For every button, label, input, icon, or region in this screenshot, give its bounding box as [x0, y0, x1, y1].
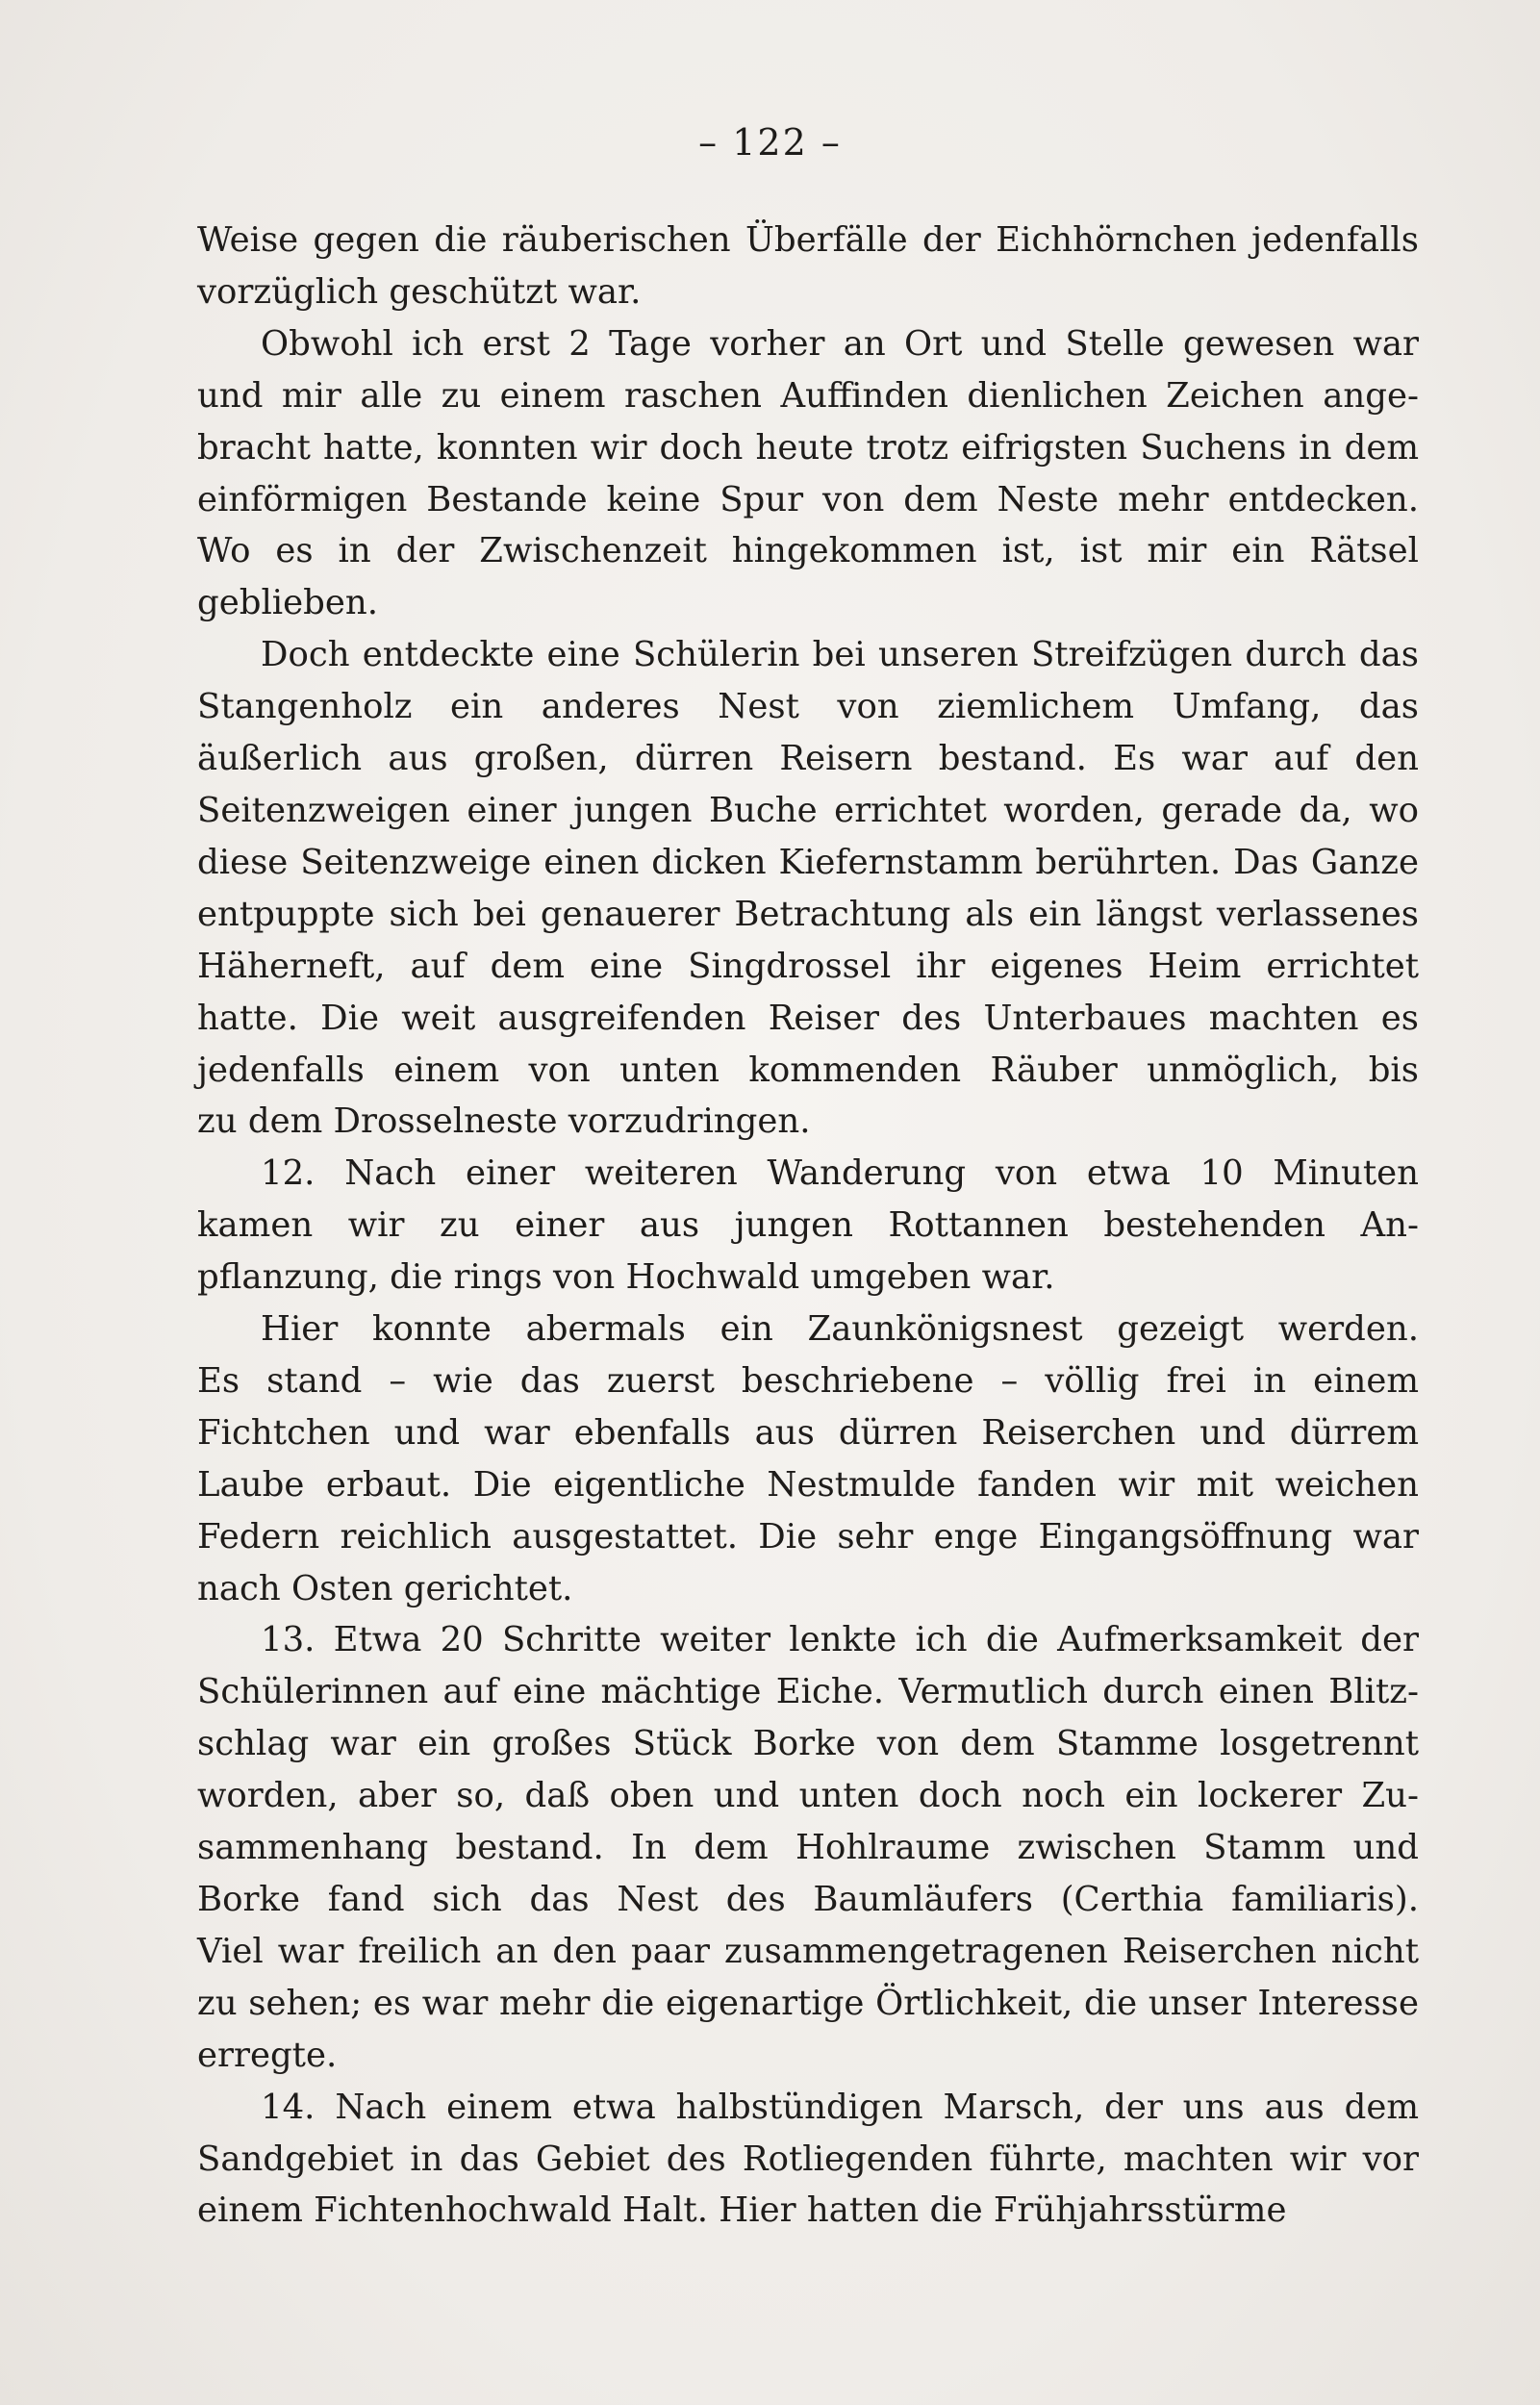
text-line: 13. Etwa 20 Schritte weiter lenkte ich die Aufmerksamkeit der: [261, 1620, 1419, 1660]
text-line: sammenhang bestand. In dem Hohlraume zwischen Stamm und: [197, 1828, 1419, 1868]
text-line: äußerlich aus großen, dürren Reisern bestand. Es war auf den: [197, 739, 1419, 779]
paragraph: [197, 629, 1419, 1148]
text-line: Viel war freilich an den paar zusammengetragenen Reiserchen nicht: [197, 1931, 1419, 1971]
text-line: einförmigen Bestande keine Spur von dem Neste mehr entdecken.: [197, 479, 1419, 519]
text-line: zu sehen; es war mehr die eigenartige Örtlichkeit, die unser Interesse: [197, 1983, 1419, 2023]
text-line: Laube erbaut. Die eigentliche Nestmulde fanden wir mit weichen: [197, 1464, 1419, 1505]
text-line: Sandgebiet in das Gebiet des Rotliegenden führte, machten wir vor: [197, 2139, 1419, 2179]
text-line: vorzüglich geschützt war.: [197, 271, 642, 312]
text-line: 14. Nach einem etwa halbstündigen Marsch, der uns aus dem: [261, 2087, 1419, 2127]
text-line: Doch entdeckte eine Schülerin bei unseren Streifzügen durch das: [261, 635, 1419, 675]
text-line: Borke fand sich das Nest des Baumläufers (Certhia familiaris).: [197, 1880, 1419, 1919]
text-line: Hier konnte abermals ein Zaunkönigsnest gezeigt werden.: [261, 1309, 1419, 1350]
paragraph: [197, 2082, 1419, 2238]
text-line: Stangenholz ein anderes Nest von ziemlichem Umfang, das: [197, 687, 1419, 727]
text-line: Federn reichlich ausgestattet. Die sehr enge Eingangsöffnung war: [197, 1516, 1419, 1557]
text-line: 12. Nach einer weiteren Wanderung von etwa 10 Minuten: [261, 1153, 1419, 1194]
body-text: [197, 215, 1419, 2237]
paragraph: [197, 1614, 1419, 2081]
text-line: einem Fichtenhochwald Halt. Hier hatten die Frühjahrsstürme: [197, 2190, 1287, 2231]
text-line: und mir alle zu einem raschen Auffinden dienlichen Zeichen ange-: [197, 375, 1419, 416]
paragraph: [197, 215, 1419, 318]
text-line: hatte. Die weit ausgreifenden Reiser des Unterbaues machten es: [197, 998, 1419, 1038]
text-line: entpuppte sich bei genauerer Betrachtung als ein längst verlassenes: [197, 894, 1419, 934]
text-line: diese Seitenzweige einen dicken Kiefernstamm berührten. Das Ganze: [197, 842, 1419, 882]
text-line: worden, aber so, daß oben und unten doch noch ein lockerer Zu-: [197, 1776, 1419, 1816]
paragraph: [197, 1148, 1419, 1304]
page-number: – 122 –: [698, 121, 842, 164]
text-line: zu dem Drosselneste vorzudringen.: [197, 1101, 811, 1142]
text-line: Häherneft, auf dem eine Singdrossel ihr eigenes Heim errichtet: [197, 946, 1419, 986]
text-line: pflanzung, die rings von Hochwald umgeben war.: [197, 1257, 1055, 1298]
text-line: Seitenzweigen einer jungen Buche errichtet worden, gerade da, wo: [197, 790, 1419, 830]
text-line: Schülerinnen auf eine mächtige Eiche. Vermutlich durch einen Blitz-: [197, 1672, 1419, 1712]
text-line: jedenfalls einem von unten kommenden Räuber unmöglich, bis: [197, 1050, 1419, 1090]
text-line: schlag war ein großes Stück Borke von dem Stamme losgetrennt: [197, 1724, 1419, 1764]
paragraph: [197, 1304, 1419, 1614]
text-line: Weise gegen die räuberischen Überfälle der Eichhörnchen jedenfalls: [197, 220, 1419, 260]
text-line: Wo es in der Zwischenzeit hingekommen ist, ist mir ein Rätsel: [197, 531, 1419, 571]
text-line: kamen wir zu einer aus jungen Rottannen bestehenden An-: [197, 1205, 1419, 1246]
text-line: erregte.: [197, 2035, 338, 2075]
text-line: bracht hatte, konnten wir doch heute trotz eifrigsten Suchens in dem: [197, 427, 1419, 468]
text-line: Es stand – wie das zuerst beschriebene – völlig frei in einem: [197, 1360, 1419, 1401]
text-line: geblieben.: [197, 583, 379, 623]
text-line: Fichtchen und war ebenfalls aus dürren Reiserchen und dürrem: [197, 1412, 1419, 1453]
text-line: Obwohl ich erst 2 Tage vorher an Ort und Stelle gewesen war: [261, 323, 1419, 364]
paragraph: [197, 318, 1419, 629]
text-line: nach Osten gerichtet.: [197, 1568, 573, 1608]
